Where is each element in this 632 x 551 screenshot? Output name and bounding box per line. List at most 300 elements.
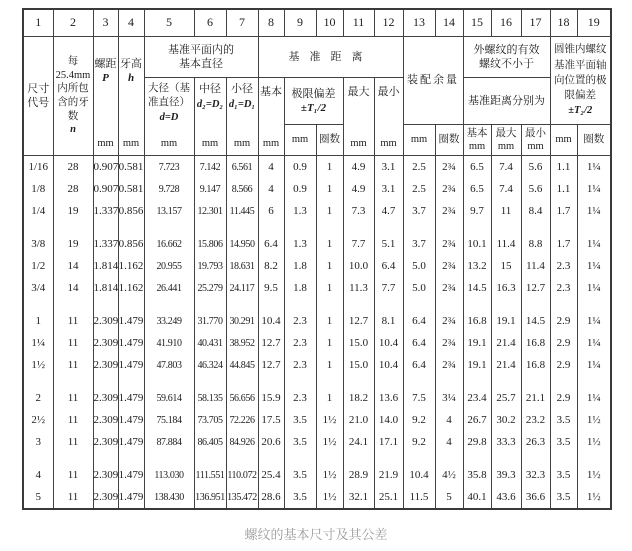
header-ext-basic [463, 125, 491, 156]
unit-limit-dev-turns: 圈数 [316, 125, 343, 156]
pitch-diameter-label: 中径 [199, 83, 221, 95]
cell: 1½ [577, 431, 611, 453]
cell: 3.7 [403, 233, 435, 255]
cell: 3.5 [284, 464, 316, 486]
cell: 1 [316, 255, 343, 277]
cell: 4½ [435, 464, 463, 486]
row-group-spacer [23, 299, 611, 310]
spacer-cell [284, 453, 316, 464]
cell: 1.162 [118, 255, 144, 277]
cell: 32.3 [521, 464, 550, 486]
spacer-cell [343, 376, 374, 387]
cell: 1.479 [118, 431, 144, 453]
spacer-cell [118, 453, 144, 464]
spacer-cell [577, 222, 611, 233]
cell: 1.479 [118, 354, 144, 376]
spacer-cell [550, 376, 577, 387]
cell: 1¼ [577, 310, 611, 332]
header-group-external-effective-thread [463, 37, 550, 78]
datum-basic-unit: mm [262, 138, 280, 150]
cell: 1 [316, 277, 343, 299]
cell: 12.7 [343, 310, 374, 332]
cell: 1¼ [577, 255, 611, 277]
spacer-cell [23, 453, 53, 464]
cell: 3.5 [550, 431, 577, 453]
column-number: 2 [53, 9, 93, 37]
cell: 25.1 [374, 486, 403, 509]
cell: 0.9 [284, 178, 316, 200]
spacer-cell [93, 376, 118, 387]
cell: 28.6 [258, 486, 284, 509]
header-threads-per-inch [53, 37, 93, 156]
cell: 7.4 [491, 178, 521, 200]
spacer-cell [491, 222, 521, 233]
minor-diameter-formula: d₁=D₁ [228, 99, 256, 111]
cell: 40.1 [463, 486, 491, 509]
cell: 0.907 [93, 178, 118, 200]
cell: 15 [491, 255, 521, 277]
cell: 12.7 [258, 332, 284, 354]
table-row [23, 156, 611, 179]
spacer-cell [521, 376, 550, 387]
cell: 1.814 [93, 255, 118, 277]
cell: 8.1 [374, 310, 403, 332]
cell: 135.472 [226, 486, 258, 509]
column-number: 13 [403, 9, 435, 37]
cell: 1.1 [550, 156, 577, 179]
spacer-cell [374, 453, 403, 464]
cell: 2¾ [435, 200, 463, 222]
table-row [23, 486, 611, 509]
spacer-cell [403, 222, 435, 233]
header-group-basic-diameters [144, 37, 258, 78]
cell: 20.6 [258, 431, 284, 453]
table-row [23, 200, 611, 222]
cell: 72.226 [226, 409, 258, 431]
cell: 11.4 [491, 233, 521, 255]
cell: 0.856 [118, 233, 144, 255]
cell: 1 [316, 178, 343, 200]
spacer-cell [403, 299, 435, 310]
cell: 9.7 [463, 200, 491, 222]
cell: 3.5 [284, 409, 316, 431]
cell: 1½ [316, 464, 343, 486]
cell: 32.1 [343, 486, 374, 509]
cell: 13.6 [374, 387, 403, 409]
header-pitch [93, 37, 118, 156]
table-row [23, 464, 611, 486]
cell: 2.5 [403, 156, 435, 179]
cell: 59.614 [144, 387, 194, 409]
cell: 16.8 [521, 332, 550, 354]
cell: 7.7 [343, 233, 374, 255]
spacer-cell [521, 453, 550, 464]
cell: 16.8 [521, 354, 550, 376]
cell: 2.309 [93, 431, 118, 453]
taper-internal-label: 圆锥内螺纹基准平面轴向位置的极限偏差 [554, 44, 607, 102]
header-datum-max [343, 78, 374, 156]
cell: 10.4 [374, 354, 403, 376]
spacer-cell [343, 453, 374, 464]
column-number: 1 [23, 9, 53, 37]
minor-diameter-unit: mm [233, 138, 251, 150]
cell: 6.561 [226, 156, 258, 179]
size-designation: 1/2 [23, 255, 53, 277]
cell: 2.309 [93, 387, 118, 409]
thread-height-label: 牙高 [120, 58, 142, 70]
cell: 1½ [316, 431, 343, 453]
spacer-cell [316, 453, 343, 464]
cell: 19 [53, 233, 93, 255]
header-major-diameter [144, 78, 194, 156]
cell: 1¼ [577, 178, 611, 200]
cell: 21.4 [491, 354, 521, 376]
cell: 15.806 [194, 233, 226, 255]
cell: 17.1 [374, 431, 403, 453]
cell: 15.0 [343, 332, 374, 354]
cell: 1½ [577, 409, 611, 431]
cell: 8.566 [226, 178, 258, 200]
cell: 4.7 [374, 200, 403, 222]
cell: 3.5 [550, 486, 577, 509]
spacer-cell [435, 299, 463, 310]
cell: 2¾ [435, 233, 463, 255]
spacer-cell [284, 376, 316, 387]
cell: 4 [435, 409, 463, 431]
cell: 25.7 [491, 387, 521, 409]
cell: 2¾ [435, 178, 463, 200]
cell: 1.479 [118, 486, 144, 509]
cell: 47.803 [144, 354, 194, 376]
cell: 5 [435, 486, 463, 509]
header-group-assembly-allowance: 装配余量 [403, 37, 463, 125]
cell: 3.5 [284, 486, 316, 509]
cell: 25.4 [258, 464, 284, 486]
cell: 17.5 [258, 409, 284, 431]
table-row [23, 233, 611, 255]
header-group-taper-internal-deviation [550, 37, 611, 125]
cell: 2.309 [93, 464, 118, 486]
header-pitch-diameter [194, 78, 226, 156]
cell: 28 [53, 178, 93, 200]
spacer-cell [118, 222, 144, 233]
header-row-groups [23, 37, 611, 78]
cell: 12.7 [258, 354, 284, 376]
cell: 4.9 [343, 156, 374, 179]
cell: 18.631 [226, 255, 258, 277]
ext-max-unit: mm [497, 141, 515, 152]
column-number-row [23, 9, 611, 37]
spacer-cell [550, 299, 577, 310]
spacer-cell [53, 299, 93, 310]
cell: 1 [316, 332, 343, 354]
cell: 36.6 [521, 486, 550, 509]
size-designation: 4 [23, 464, 53, 486]
size-designation: 1¼ [23, 332, 53, 354]
header-datum-basic [258, 78, 284, 156]
datum-min-unit: mm [380, 138, 397, 150]
cell: 2¾ [435, 255, 463, 277]
spacer-cell [550, 453, 577, 464]
cell: 1½ [577, 486, 611, 509]
cell: 2¾ [435, 156, 463, 179]
size-designation: 5 [23, 486, 53, 509]
header-thread-height [118, 37, 144, 156]
cell: 7.5 [403, 387, 435, 409]
cell: 58.135 [194, 387, 226, 409]
cell: 6.4 [403, 332, 435, 354]
cell: 19 [53, 200, 93, 222]
cell: 7.7 [374, 277, 403, 299]
cell: 1 [316, 354, 343, 376]
spacer-cell [258, 453, 284, 464]
spacer-cell [194, 376, 226, 387]
cell: 11 [53, 409, 93, 431]
cell: 1.479 [118, 332, 144, 354]
cell: 1.162 [118, 277, 144, 299]
column-number: 5 [144, 9, 194, 37]
spacer-cell [226, 453, 258, 464]
thread-height-symbol: h [127, 72, 135, 85]
header-limit-deviation [284, 78, 343, 125]
cell: 20.955 [144, 255, 194, 277]
cell: 10.4 [258, 310, 284, 332]
cell: 6.4 [258, 233, 284, 255]
spacer-cell [403, 453, 435, 464]
size-designation: 1/4 [23, 200, 53, 222]
spacer-cell [316, 299, 343, 310]
table-body [23, 156, 611, 510]
unit-assembly-turns: 圈数 [435, 125, 463, 156]
cell: 23.2 [521, 409, 550, 431]
cell: 138.430 [144, 486, 194, 509]
cell: 14 [53, 255, 93, 277]
unit-taper-turns: 圈数 [577, 125, 611, 156]
cell: 75.184 [144, 409, 194, 431]
cell: 11.4 [521, 255, 550, 277]
cell: 21.4 [491, 332, 521, 354]
size-designation: 1/16 [23, 156, 53, 179]
unit-assembly-mm: mm [403, 125, 435, 156]
cell: 5.0 [403, 277, 435, 299]
cell: 33.249 [144, 310, 194, 332]
spacer-cell [144, 222, 194, 233]
spacer-cell [343, 222, 374, 233]
spacer-cell [521, 299, 550, 310]
cell: 2.5 [403, 178, 435, 200]
basic-diameters-line1: 基准平面内的 [168, 43, 234, 56]
ext-basic-label: 基本 [466, 127, 488, 139]
cell: 6.4 [374, 255, 403, 277]
spacer-cell [463, 299, 491, 310]
cell: 0.581 [118, 156, 144, 179]
cell: 30.291 [226, 310, 258, 332]
cell: 5.1 [374, 233, 403, 255]
cell: 1¼ [577, 387, 611, 409]
cell: 6.5 [463, 178, 491, 200]
cell: 1 [316, 310, 343, 332]
cell: 7.4 [491, 156, 521, 179]
header-ext-min [521, 125, 550, 156]
major-diameter-formula: d=D [159, 112, 179, 124]
cell: 87.884 [144, 431, 194, 453]
column-number: 12 [374, 9, 403, 37]
ext-basic-unit: mm [468, 141, 486, 152]
major-diameter-unit: mm [160, 138, 178, 150]
cell: 4 [258, 156, 284, 179]
cell: 3.5 [550, 409, 577, 431]
cell: 43.6 [491, 486, 521, 509]
spacer-cell [118, 299, 144, 310]
cell: 21.9 [374, 464, 403, 486]
cell: 1.7 [550, 233, 577, 255]
column-number: 3 [93, 9, 118, 37]
cell: 14 [53, 277, 93, 299]
cell: 2.309 [93, 486, 118, 509]
cell: 13.157 [144, 200, 194, 222]
cell: 1.814 [93, 277, 118, 299]
table-row [23, 178, 611, 200]
cell: 11 [53, 354, 93, 376]
ext-min-unit: mm [527, 141, 544, 152]
pitch-diameter-formula: d₂=D₂ [196, 99, 224, 111]
cell: 2¾ [435, 332, 463, 354]
cell: 5.6 [521, 178, 550, 200]
cell: 2.9 [550, 387, 577, 409]
thread-spec-table [22, 8, 612, 510]
cell: 1.479 [118, 387, 144, 409]
pitch-label: 螺距 [94, 58, 117, 70]
cell: 2.309 [93, 409, 118, 431]
size-designation: 3/4 [23, 277, 53, 299]
cell: 16.8 [463, 310, 491, 332]
cell: 4.9 [343, 178, 374, 200]
cell: 2¾ [435, 354, 463, 376]
cell: 1 [316, 156, 343, 179]
cell: 15.9 [258, 387, 284, 409]
spacer-cell [491, 453, 521, 464]
cell: 10.1 [463, 233, 491, 255]
spacer-cell [53, 376, 93, 387]
limit-deviation-label: 极限偏差 [291, 87, 336, 100]
cell: 11.3 [343, 277, 374, 299]
spacer-cell [463, 222, 491, 233]
ext-min-label: 最小 [525, 127, 546, 139]
column-number: 10 [316, 9, 343, 37]
cell: 111.551 [194, 464, 226, 486]
header-size-code: 尺寸代号 [23, 37, 53, 156]
spacer-cell [144, 453, 194, 464]
cell: 11 [53, 431, 93, 453]
cell: 1.479 [118, 409, 144, 431]
cell: 5.0 [403, 255, 435, 277]
spacer-cell [403, 376, 435, 387]
cell: 1.337 [93, 200, 118, 222]
cell: 33.3 [491, 431, 521, 453]
cell: 6.4 [403, 310, 435, 332]
row-group-spacer [23, 222, 611, 233]
column-number: 19 [577, 9, 611, 37]
cell: 2.309 [93, 354, 118, 376]
cell: 15.0 [343, 354, 374, 376]
cell: 73.705 [194, 409, 226, 431]
table-row [23, 354, 611, 376]
spacer-cell [144, 376, 194, 387]
spacer-cell [194, 222, 226, 233]
cell: 1.479 [118, 310, 144, 332]
spacer-cell [316, 376, 343, 387]
cell: 30.2 [491, 409, 521, 431]
cell: 9.2 [403, 431, 435, 453]
cell: 26.7 [463, 409, 491, 431]
header-ext-max [491, 125, 521, 156]
cell: 1.3 [284, 200, 316, 222]
table-row [23, 332, 611, 354]
cell: 2.3 [284, 387, 316, 409]
external-thread-line2: 螺纹不小于 [479, 58, 534, 70]
spacer-cell [258, 299, 284, 310]
row-group-spacer [23, 376, 611, 387]
cell: 8.2 [258, 255, 284, 277]
cell: 2.3 [550, 277, 577, 299]
spacer-cell [144, 299, 194, 310]
spacer-cell [435, 222, 463, 233]
taper-internal-formula: ±T₂/2 [568, 105, 593, 117]
spacer-cell [226, 222, 258, 233]
cell: 9.2 [403, 409, 435, 431]
cell: 11 [53, 486, 93, 509]
cell: 8.4 [521, 200, 550, 222]
header-group-datum-distance: 基准距离 [258, 37, 403, 78]
cell: 2.3 [284, 332, 316, 354]
spacer-cell [435, 376, 463, 387]
external-thread-line1: 外螺纹的有效 [473, 43, 540, 56]
spacer-cell [226, 299, 258, 310]
pitch-symbol: P [102, 72, 109, 85]
cell: 26.441 [144, 277, 194, 299]
cell: 44.845 [226, 354, 258, 376]
datum-min-label: 最小 [377, 86, 400, 98]
cell: 1¼ [577, 277, 611, 299]
cell: 2.309 [93, 332, 118, 354]
spacer-cell [463, 453, 491, 464]
spacer-cell [194, 299, 226, 310]
cell: 1.8 [284, 277, 316, 299]
cell: 1½ [316, 486, 343, 509]
threads-per-inch-label: 每25.4mm内所包含的牙数 [55, 56, 91, 122]
cell: 5.6 [521, 156, 550, 179]
column-number: 16 [491, 9, 521, 37]
spacer-cell [284, 299, 316, 310]
spacer-cell [374, 222, 403, 233]
datum-max-label: 最大 [347, 86, 370, 98]
datum-basic-label: 基本 [260, 86, 282, 98]
size-designation: 1½ [23, 354, 53, 376]
spacer-cell [463, 376, 491, 387]
cell: 26.3 [521, 431, 550, 453]
cell: 1 [316, 387, 343, 409]
spacer-cell [577, 453, 611, 464]
spacer-cell [577, 376, 611, 387]
thread-height-unit: mm [122, 138, 140, 150]
column-number: 4 [118, 9, 144, 37]
header-minor-diameter [226, 78, 258, 156]
cell: 1.3 [284, 233, 316, 255]
cell: 1½ [577, 464, 611, 486]
cell: 1.337 [93, 233, 118, 255]
column-number: 9 [284, 9, 316, 37]
cell: 35.8 [463, 464, 491, 486]
